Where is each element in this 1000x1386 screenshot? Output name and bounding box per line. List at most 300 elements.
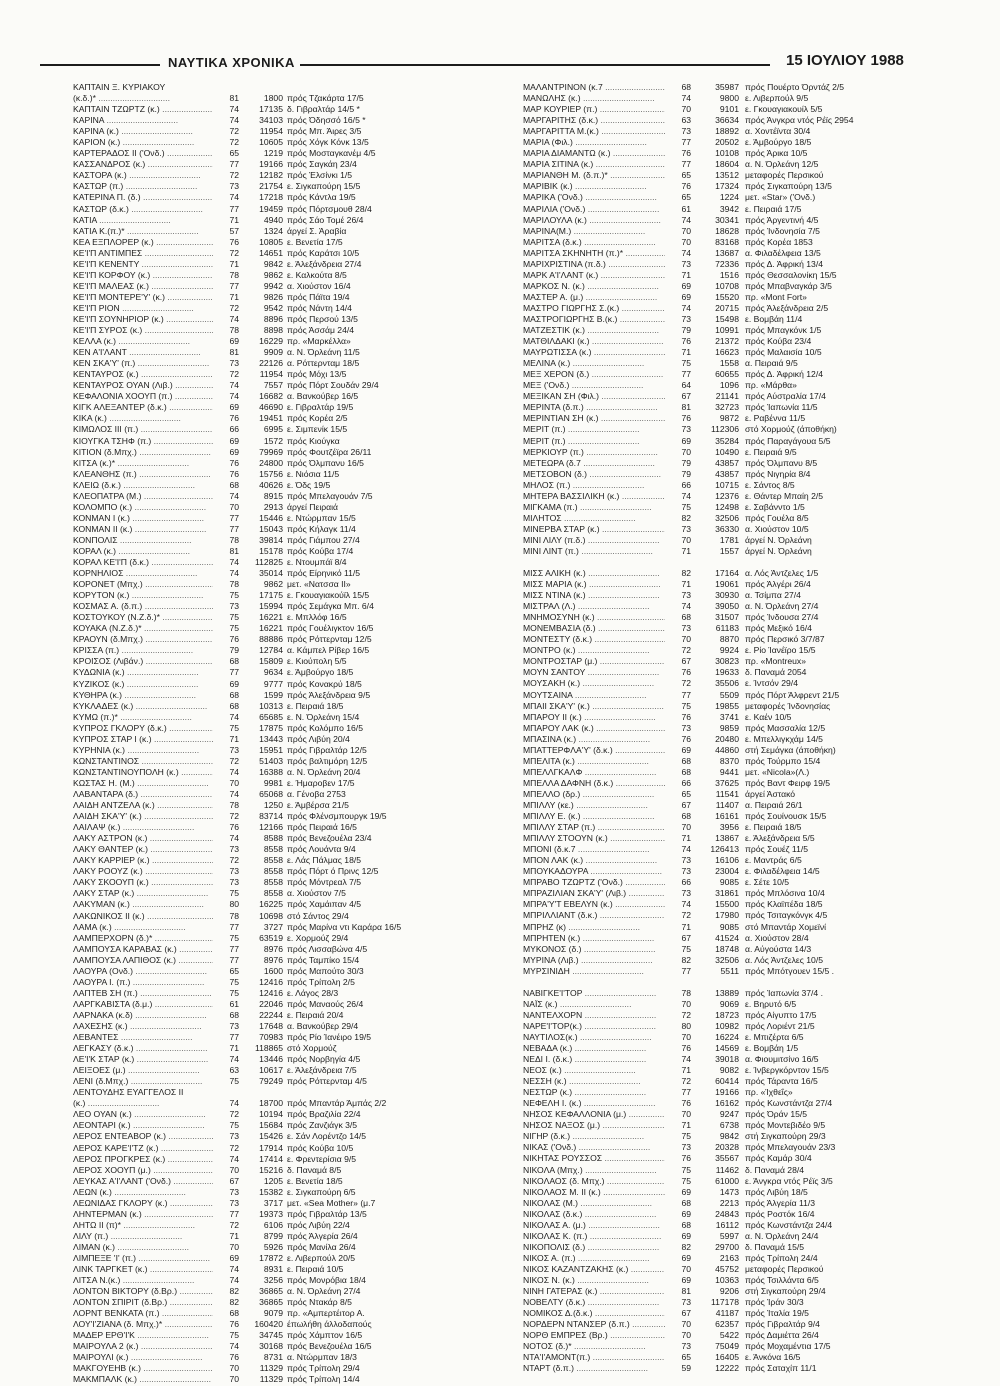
build-year: 66: [229, 424, 239, 435]
build-year: 69: [229, 678, 239, 689]
tonnage: 5511: [720, 965, 739, 976]
ship-entry: [73, 855, 503, 866]
tonnage: 30823: [715, 656, 739, 667]
tonnage: 36865: [259, 1286, 283, 1297]
ship-entry: [73, 1165, 503, 1176]
tonnage: 8558: [263, 844, 283, 855]
tonnage: 15951: [259, 744, 283, 755]
build-year: 77: [681, 159, 691, 170]
ship-entry: [73, 369, 503, 380]
destination: ε. Ήμαροβεν 17/5: [287, 777, 355, 788]
ship-name: ΛΑΙΛΑΨ (κ.) .....: [73, 822, 213, 833]
destination: πρός Πόρτ Σουδάν 29/4: [287, 380, 379, 391]
ship-entry: [523, 833, 963, 844]
ship-entry: [523, 358, 963, 369]
destination: πρός Κούβα 23/4: [745, 336, 812, 347]
ship-entry: [73, 469, 503, 480]
ship-name: ΛΑΒΑΝΤΑΡΑ (δ.) .....: [73, 789, 213, 800]
build-year: 72: [229, 137, 239, 148]
ship-name: ΛΑΜΑ (κ.) .....: [73, 922, 213, 933]
tonnage: 16221: [259, 623, 283, 634]
build-year: 72: [229, 302, 239, 313]
header-rule-left: [40, 64, 160, 66]
build-year: 70: [681, 822, 691, 833]
ship-name: ΜΠΙΛΛΥ Ε. (κ.) .....: [523, 811, 665, 822]
tonnage: 10698: [259, 910, 283, 921]
ship-name: ΝΙΚΟΛΑΣ (δ.κ.) .....: [523, 1209, 665, 1220]
ship-name: ΜΑΡΙΝΑ(Μ.) .....: [523, 226, 665, 237]
tonnage: 112306: [710, 424, 739, 435]
tonnage: 83714: [259, 811, 283, 822]
ship-name: ΚΕΝΤΑΥΡΟΣ (κ.) .....: [73, 369, 213, 380]
tonnage: 9862: [263, 579, 283, 590]
ship-entry: [73, 237, 503, 248]
destination: πρός Σαγκάη 23/4: [287, 159, 357, 170]
ship-entry: [523, 513, 963, 524]
ship-entry: [523, 910, 963, 921]
destination: α. Κάμπελ Ρίβερ 16/5: [287, 645, 370, 656]
ship-entry: [523, 745, 963, 756]
destination: πρός Περσικό 3/7/87: [745, 634, 825, 645]
build-year: 71: [229, 258, 239, 269]
build-year: 67: [229, 1175, 239, 1186]
ship-name: ΜΙΓΚΑΜΑ (π.) .....: [523, 502, 665, 513]
destination: πρ. «Montreux»: [745, 656, 806, 667]
build-year: 77: [229, 203, 239, 214]
tonnage: 16221: [259, 612, 283, 623]
build-year: 68: [229, 700, 239, 711]
destination: α. Ρόττερνταμ 18/5: [287, 358, 360, 369]
ship-name: ΚΥΚΛΑΔΕΣ (κ.) .....: [73, 701, 213, 712]
ship-entry: [73, 347, 503, 358]
tonnage: 5509: [719, 689, 739, 700]
ship-name: ΝΟΤΟΣ (δ.)* .....: [523, 1341, 665, 1352]
ship-entry: [73, 303, 503, 314]
destination: α. Ν. Όρλεάνη 11/5: [287, 347, 360, 358]
ship-entry: [523, 1187, 963, 1198]
destination: πρός Σαταχίπ 11/1: [745, 1363, 817, 1374]
build-year: 74: [681, 302, 691, 313]
ship-entry: [523, 1286, 963, 1297]
tonnage: 118865: [254, 1043, 283, 1054]
tonnage: 18628: [715, 225, 739, 236]
build-year: 74: [229, 192, 239, 203]
ship-name: ΜΗΛΟΣ (π.) .....: [523, 480, 665, 491]
build-year: 76: [229, 822, 239, 833]
build-year: 72: [681, 910, 691, 921]
destination: ε. Όδς 19/5: [287, 479, 331, 490]
ship-entry: [73, 1297, 503, 1308]
destination: στή Σεμάγκα (άποθήκη): [745, 744, 836, 755]
ship-entry: [523, 623, 963, 634]
tonnage: 79249: [259, 1076, 283, 1087]
tonnage: 15178: [259, 545, 283, 556]
ship-name: ΚΡΙΣΣΑ (π.) .....: [73, 645, 213, 656]
ship-entry: [73, 1286, 503, 1297]
destination: πρός Κιούγκα: [287, 435, 340, 446]
build-year: 82: [229, 1297, 239, 1308]
ship-entry: [523, 723, 963, 734]
tonnage: 30930: [715, 590, 739, 601]
build-year: 71: [229, 733, 239, 744]
tonnage: 83168: [715, 236, 739, 247]
ship-name: ΚΟΡΑΛ ΚΕ'Ι'Π (δ.κ.) .....: [73, 557, 213, 568]
destination: πρός Πουέρτο Όρντάζ 2/5: [745, 82, 845, 92]
header-rule-right: [300, 64, 770, 66]
ship-name: ΚΡΑΟΥΝ (δ.Μπχ.) .....: [73, 634, 213, 645]
ship-entry: [523, 999, 963, 1010]
tonnage: 35987: [715, 82, 739, 92]
tonnage: 9862: [263, 269, 283, 280]
destination: πρός Ρόττερνταμ 4/5: [287, 1076, 367, 1087]
build-year: 73: [681, 1341, 691, 1352]
tonnage: 15498: [715, 313, 739, 324]
ship-entry: [73, 314, 503, 325]
ship-name: ΜΕΡΚΙΟΥΡ (π.) .....: [523, 447, 665, 458]
tonnage: 17875: [259, 722, 283, 733]
ship-entry: [73, 866, 503, 877]
build-year: 69: [681, 744, 691, 755]
build-year: 73: [681, 623, 691, 634]
ship-entry: [523, 248, 963, 259]
build-year: 68: [229, 1308, 239, 1319]
build-year: 74: [229, 1341, 239, 1352]
ship-name: ΜΠΑΤΤΕΡΦΛΑ'Υ' (δ.κ.) .....: [523, 745, 665, 756]
tonnage: 1781: [719, 534, 739, 545]
tonnage: 15500: [715, 899, 739, 910]
destination: πρός Μαπούτο 30/3: [287, 965, 364, 976]
ship-entry: [523, 855, 963, 866]
build-year: 74: [229, 1054, 239, 1065]
tonnage: 17218: [259, 192, 283, 203]
destination: πρός Δ. Άφρική 13/4: [745, 258, 823, 269]
destination: πρός Λουάντα 9/4: [287, 844, 356, 855]
tonnage: 65685: [259, 711, 283, 722]
ship-name: ΝΑΡΕ'Ι'ΤΟΡ(κ.) .....: [523, 1021, 665, 1032]
ship-entry: [73, 579, 503, 590]
ship-name: ΛΕΡΟΣ ΕΝΤΕΑΒΟΡ (κ.) .....: [73, 1131, 213, 1142]
ship-name: ΜΙΛΗΤΟΣ .....: [523, 513, 665, 524]
destination: α. Φιλαδέλφεια 13/5: [745, 247, 821, 258]
ship-entry: [523, 204, 963, 215]
build-year: 68: [229, 656, 239, 667]
destination: πρός Κωνστάντζα 24/4: [745, 1219, 833, 1230]
build-year: 73: [681, 313, 691, 324]
ship-entry: [523, 159, 963, 170]
ship-entry: [523, 1220, 963, 1231]
build-year: 77: [229, 512, 239, 523]
build-year: 75: [681, 700, 691, 711]
ship-entry: [73, 336, 503, 347]
build-year: 68: [681, 82, 691, 92]
destination: ε. Βηρυτό 6/5: [745, 998, 797, 1009]
ship-name: ΝΑΝΤΕΛΧΟΡΝ .....: [523, 1010, 665, 1021]
ship-name: ΜΥΚΟΝΟΣ (δ.) .....: [523, 944, 665, 955]
ship-name: ΝΑΒΙΓΚΕ'Ι'ΤΟΡ .....: [523, 988, 665, 999]
tonnage: 3956: [719, 822, 739, 833]
ship-entry: [73, 601, 503, 612]
destination: πρός Μανίλα 26/4: [287, 1241, 356, 1252]
destination: πρ. «Mont Fort»: [745, 291, 807, 302]
tonnage: 17648: [259, 1020, 283, 1031]
destination: ε. Λάς Πάλμας 18/5: [287, 855, 362, 866]
ship-name: ΜΙΣΣ ΜΑΡΙΑ (κ.) .....: [523, 579, 665, 590]
tonnage: 18892: [715, 126, 739, 137]
ship-name: ΜΕΞ ΧΕΡΟΝ (δ.) .....: [523, 369, 665, 380]
tonnage: 19061: [715, 579, 739, 590]
destination: πρός Χόγκ Κόνκ 13/5: [287, 137, 369, 148]
ship-name: ΚΙΤΙΟΝ (δ.Μπχ.) .....: [73, 447, 213, 458]
build-year: 63: [681, 115, 691, 126]
ship-entry: [73, 1220, 503, 1231]
build-year: 74: [681, 214, 691, 225]
ship-entry: [73, 480, 503, 491]
destination: πρός Περσού 13/5: [287, 313, 358, 324]
build-year: 63: [229, 1065, 239, 1076]
ship-name: ΜΠΑΡΟΥ ΛΑΚ (κ.) .....: [523, 723, 665, 734]
ship-entry: [523, 1043, 963, 1054]
ship-entry: [523, 1297, 963, 1308]
build-year: 71: [681, 1120, 691, 1131]
build-year: 74: [681, 844, 691, 855]
destination: ε. Λάγος 28/3: [287, 987, 339, 998]
tonnage: 9247: [719, 1109, 739, 1120]
destination: πρός Δ. Άφρική 12/4: [745, 369, 823, 380]
ship-entry: [73, 358, 503, 369]
build-year: 72: [229, 855, 239, 866]
build-year: 77: [681, 369, 691, 380]
build-year: 70: [229, 1164, 239, 1175]
ship-name: ΜΑΡΙΑΝΘΗ Μ. (δ.π.)* .....: [523, 170, 665, 181]
tonnage: 36865: [259, 1297, 283, 1308]
destination: μεταφορές Ίνδονησίας: [745, 700, 831, 711]
ship-name: ΚΙΚΑ (κ.) .....: [73, 413, 213, 424]
destination: ε. Ντώρμπαν 15/5: [287, 512, 356, 523]
tonnage: 37625: [715, 777, 739, 788]
tonnage: 17872: [259, 1252, 283, 1263]
destination: πρός Σιγκαπούρη 13/5: [745, 181, 832, 192]
ship-entry: [73, 1330, 503, 1341]
ship-name: ΛΑΜΠΕΡΧΟΡΝ (δ.)* .....: [73, 933, 213, 944]
build-year: 77: [681, 965, 691, 976]
destination: πρός Όράν 15/5: [745, 1109, 808, 1120]
ship-entry: [73, 568, 503, 579]
ship-entry: [523, 767, 963, 778]
tonnage: 9942: [263, 280, 283, 291]
ship-entry: [523, 137, 963, 148]
ship-entry: [523, 866, 963, 877]
build-year: 69: [681, 1208, 691, 1219]
tonnage: 14651: [259, 247, 283, 258]
build-year: 76: [681, 181, 691, 192]
build-year: 73: [681, 722, 691, 733]
destination: έπωλήθη άλλοδαπούς: [287, 1319, 372, 1330]
ship-name: ΚΩΝΣΤΑΝΤΙΝΟΥΠΟΛΗ (κ.) .....: [73, 767, 213, 778]
ship-entry: [523, 1032, 963, 1043]
tonnage: 9069: [719, 998, 739, 1009]
destination: ε. Σαβάνντο 1/5: [745, 501, 805, 512]
build-year: 69: [681, 1186, 691, 1197]
build-year: 75: [681, 1164, 691, 1175]
ship-name: ΛΕΟΝΤΑΡΙ (κ.) .....: [73, 1120, 213, 1131]
tonnage: 6106: [263, 1219, 283, 1230]
tonnage: 12222: [715, 1363, 739, 1374]
tonnage: 21754: [259, 181, 283, 192]
destination: α. Τσίμπα 27/4: [745, 590, 801, 601]
ship-entry: [73, 192, 503, 203]
tonnage: 112825: [254, 557, 283, 568]
ship-name: ΛΕΥΚΑΣ Α'Ι'ΛΑΝΤ ('Ονδ.) .....: [73, 1176, 213, 1187]
ship-name: ΛΑΙΔΗ ΣΚΑ'Υ' (κ.) .....: [73, 811, 213, 822]
destination: ε. Άνγκρα ντός Ρέϊς 3/5: [745, 1175, 833, 1186]
ship-entry: [523, 447, 963, 458]
tonnage: 22046: [259, 998, 283, 1009]
build-year: 68: [229, 479, 239, 490]
build-year: 74: [229, 115, 239, 126]
ship-entry: [523, 259, 963, 270]
destination: πρός Κονακρύ 18/5: [287, 678, 362, 689]
ship-name: ΛΙΜΑΝ (κ.) .....: [73, 1242, 213, 1253]
destination: πρός Λιβύη 20/4: [287, 733, 350, 744]
tonnage: 2913: [263, 501, 283, 512]
ship-name: ΜΠΕΛΛΓΚΑΛΦ .....: [523, 767, 665, 778]
ship-entry: [73, 1308, 503, 1319]
tonnage: 35506: [715, 678, 739, 689]
destination: πρός Μπαγκόνκ 1/5: [745, 325, 822, 336]
destination: ε. Μαντράς 6/5: [745, 855, 802, 866]
tonnage: 43857: [715, 468, 739, 479]
destination: πρός Σάο Τομέ 26/4: [287, 214, 364, 225]
ship-name: ΜΠΟΥΚΑΔΟΥΡΑ .....: [523, 866, 665, 877]
build-year: 75: [229, 888, 239, 899]
ship-entry: [73, 988, 503, 999]
ship-name: ΚΕ'Ι'Π ΚΕΝΕΝΤΥ .....: [73, 259, 213, 270]
ship-name: ΚΕ'Ι'Π ΣΥΡΟΣ (κ.) .....: [73, 325, 213, 336]
ship-entry: [73, 844, 503, 855]
build-year: 68: [681, 766, 691, 777]
destination: α. Ν. Όρλεάνη 27/4: [745, 601, 819, 612]
destination: πρός Λισσαβώνα 4/5: [287, 943, 368, 954]
tonnage: 8558: [263, 877, 283, 888]
ship-entry: [523, 226, 963, 237]
ship-entry: [523, 82, 963, 93]
build-year: 75: [681, 358, 691, 369]
destination: δ. Παναμά 15/5: [745, 1241, 805, 1252]
tonnage: 11954: [259, 126, 283, 137]
build-year: 78: [229, 269, 239, 280]
destination: πρός Τρίπολη 14/4: [287, 1374, 360, 1385]
tonnage: 16388: [259, 766, 283, 777]
build-year: 67: [681, 656, 691, 667]
ship-entry: [523, 413, 963, 424]
destination: πρός Τζακάρτα 17/5: [287, 93, 364, 104]
ship-name: ΚΕΑ ΕΞΠΛΟΡΕΡ (κ.) .....: [73, 237, 213, 248]
destination: ε. Λιβερπούλ 9/5: [745, 93, 809, 104]
build-year: 73: [681, 126, 691, 137]
ship-name: ΜΠΡΙΛΛΙΑΝΤ (δ.κ.) .....: [523, 910, 665, 921]
tonnage: 10313: [259, 700, 283, 711]
tonnage: 15043: [259, 523, 283, 534]
ship-name: ΜΑΣΤΕΡ Α. (μ.) .....: [523, 292, 665, 303]
tonnage: 61183: [715, 623, 739, 634]
ship-entry: [73, 115, 503, 126]
build-year: 76: [681, 413, 691, 424]
tonnage: 70983: [259, 1032, 283, 1043]
ship-entry: [73, 170, 503, 181]
destination: πρός Μπότγουεν 15/5 .: [745, 965, 835, 976]
ship-entry: [523, 1153, 963, 1164]
destination: πρός Νάντη 14/4: [287, 302, 352, 313]
destination: πρός Κούβα 10/5: [287, 1142, 354, 1153]
ship-name: ΜΟΝΕΜΒΑΣΙΑ (δ.) .....: [523, 623, 665, 634]
destination: ε. Βενετία 18/5: [287, 1175, 343, 1186]
tonnage: 17414: [259, 1153, 283, 1164]
build-year: 68: [229, 689, 239, 700]
tonnage: 10605: [259, 137, 283, 148]
tonnage: 10363: [715, 1274, 739, 1285]
ship-name: ΜΠΕΛΙΤΑ (κ.) .....: [523, 756, 665, 767]
ship-name: ΜΑΡΚΟΣ Ν. (κ.) .....: [523, 281, 665, 292]
build-year: 74: [681, 490, 691, 501]
ship-entry: [73, 667, 503, 678]
build-year: 82: [229, 1286, 239, 1297]
tonnage: 62357: [715, 1319, 739, 1330]
destination: ε. Σάντος 8/5: [745, 479, 795, 490]
build-year: 72: [681, 645, 691, 656]
ship-entry: [523, 778, 963, 789]
ship-name: ΛΑΟΥΡΑ (Ονδ.) .....: [73, 966, 213, 977]
tonnage: 46690: [259, 402, 283, 413]
ship-entry: [73, 966, 503, 977]
build-year: 74: [681, 247, 691, 258]
destination: ε. Μπελλιγκχάμ 14/5: [745, 733, 823, 744]
ship-name: ΜΠΙΛΛΥ (κε.) .....: [523, 800, 665, 811]
build-year: 74: [229, 711, 239, 722]
ship-entry: [523, 369, 963, 380]
build-year: 69: [681, 1252, 691, 1263]
ship-entry: [523, 1363, 963, 1374]
destination: ε. Σιγκαπούρη 6/5: [287, 1186, 356, 1197]
destination: πρός Ίαπωνία 11/5: [745, 402, 818, 413]
ship-name: ΜΠΟΝΙ (δ.κ.7 .....: [523, 844, 665, 855]
destination: πρ. «Μαρκέλλα»: [287, 336, 351, 347]
build-year: 69: [681, 1274, 691, 1285]
build-year: 73: [681, 590, 691, 601]
build-year: 82: [681, 1241, 691, 1252]
tonnage: 15446: [259, 512, 283, 523]
build-year: 72: [229, 247, 239, 258]
ship-name: ΜΗΤΕΡΑ ΒΑΣΣΙΛΙΚΗ (κ.) .....: [523, 491, 665, 502]
destination: πρός Ίνδονησία 7/5: [745, 225, 820, 236]
ship-entry: [73, 645, 503, 656]
ship-entry: [73, 634, 503, 645]
tonnage: 16106: [715, 855, 739, 866]
destination: πρός Άρικα 10/5: [745, 148, 808, 159]
destination: δ. Παναμά 8/5: [287, 1164, 342, 1175]
build-year: 76: [229, 634, 239, 645]
tonnage: 15756: [259, 468, 283, 479]
ship-entry: [523, 546, 963, 557]
tonnage: 12166: [259, 822, 283, 833]
ship-entry: [523, 1341, 963, 1352]
tonnage: 13889: [715, 987, 739, 998]
tonnage: 15809: [259, 656, 283, 667]
destination: ε. Άνκόνα 16/5: [745, 1352, 801, 1363]
build-year: 77: [229, 667, 239, 678]
tonnage: 8731: [263, 1352, 283, 1363]
tonnage: 17175: [259, 590, 283, 601]
build-year: 72: [229, 170, 239, 181]
